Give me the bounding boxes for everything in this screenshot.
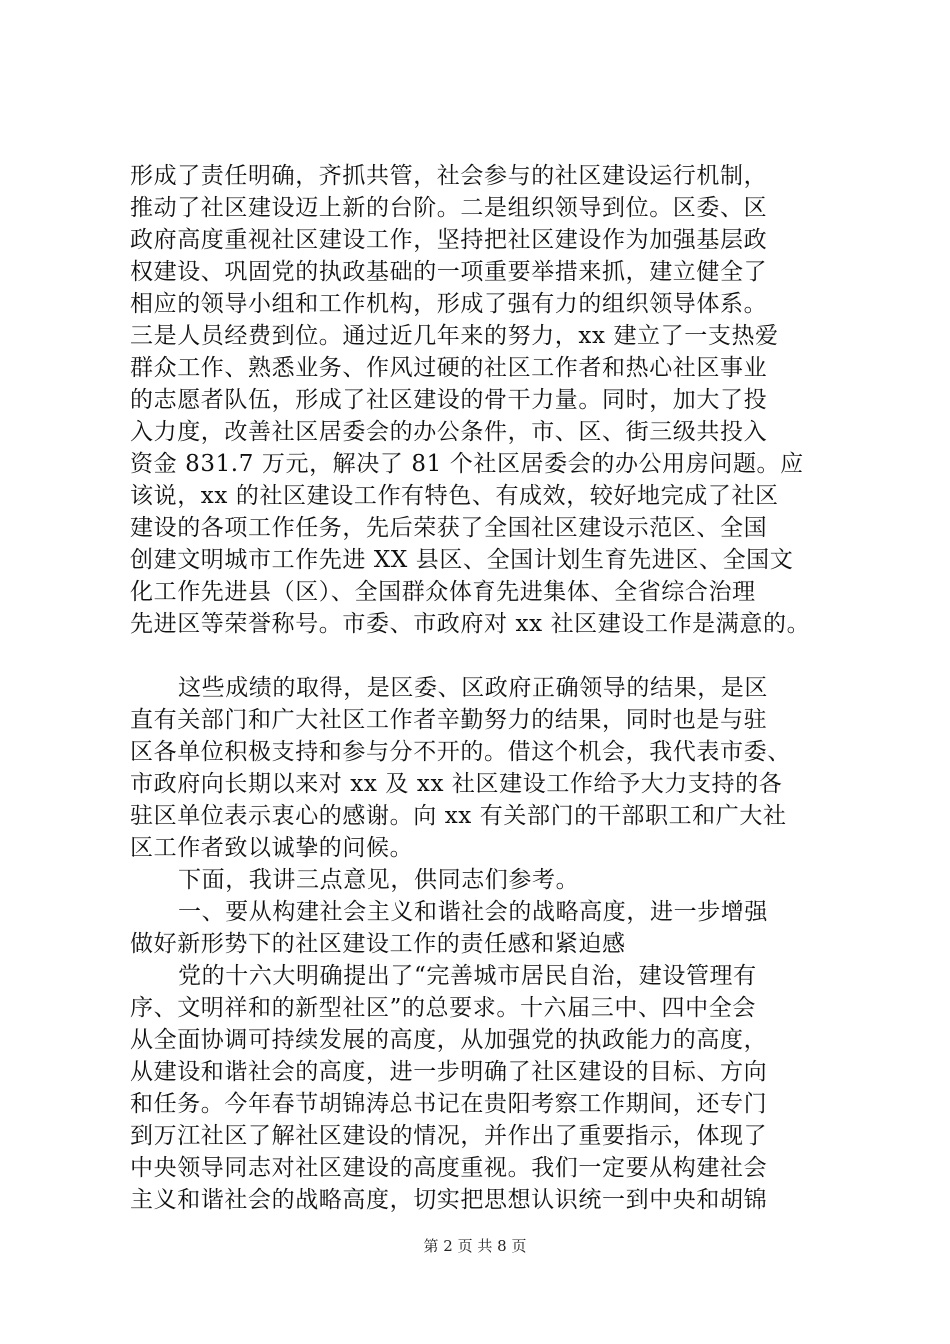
text-line: 党的十六大明确提出了“完善城市居民自治，建设管理有 <box>178 963 757 989</box>
paragraph-intro <box>130 864 830 896</box>
text-line: 先进区等荣誉称号。市委、市政府对 xx 社区建设工作是满意的。 <box>130 611 811 637</box>
text-line: 下面，我讲三点意见，供同志们参考。 <box>178 867 580 893</box>
text-line: 做好新形势下的社区建设工作的责任感和紧迫感 <box>130 931 626 957</box>
text-line: 的志愿者队伍，形成了社区建设的骨干力量。同时，加大了投 <box>130 387 768 413</box>
text-line: 驻区单位表示衷心的感谢。向 xx 有关部门的干部职工和广大社 <box>130 803 787 829</box>
text-line: 区各单位积极支持和参与分不开的。借这个机会，我代表市委、 <box>130 739 791 765</box>
paragraph-spacer <box>130 640 830 672</box>
text-line: 这些成绩的取得，是区委、区政府正确领导的结果，是区 <box>178 675 768 701</box>
paragraph-thanks <box>130 672 830 864</box>
text-line: 该说，xx 的社区建设工作有特色、有成效，较好地完成了社区 <box>130 483 779 509</box>
text-line: 权建设、巩固党的执政基础的一项重要举措来抓，建立健全了 <box>130 259 768 285</box>
text-line: 一、要从构建社会主义和谐社会的战略高度，进一步增强 <box>178 899 768 925</box>
text-line: 化工作先进县（区）、全国群众体育先进集体、全省综合治理 <box>130 579 756 605</box>
text-line: 从建设和谐社会的高度，进一步明确了社区建设的目标、方向 <box>130 1059 768 1085</box>
text-line: 入力度，改善社区居委会的办公条件，市、区、街三级共投入 <box>130 419 768 445</box>
text-line: 群众工作、熟悉业务、作风过硬的社区工作者和热心社区事业 <box>130 355 768 381</box>
text-line: 区工作者致以诚挚的问候。 <box>130 835 414 861</box>
text-line: 建设的各项工作任务，先后荣获了全国社区建设示范区、全国 <box>130 515 768 541</box>
text-line: 创建文明城市工作先进 XX 县区、全国计划生育先进区、全国文 <box>130 547 794 573</box>
text-line: 形成了责任明确，齐抓共管，社会参与的社区建设运行机制， <box>130 163 768 189</box>
section-heading <box>130 896 830 960</box>
document-body <box>130 160 830 1216</box>
paragraph-body <box>130 960 830 1216</box>
text-line: 资金 831.7 万元，解决了 81 个社区居委会的办公用房问题。应 <box>130 451 804 477</box>
paragraph-continuation <box>130 160 830 640</box>
text-line: 从全面协调可持续发展的高度，从加强党的执政能力的高度， <box>130 1027 768 1053</box>
text-line: 政府高度重视社区建设工作，坚持把社区建设作为加强基层政 <box>130 227 768 253</box>
text-line: 市政府向长期以来对 xx 及 xx 社区建设工作给予大力支持的各 <box>130 771 783 797</box>
text-line: 主义和谐社会的战略高度，切实把思想认识统一到中央和胡锦 <box>130 1187 768 1213</box>
text-line: 中央领导同志对社区建设的高度重视。我们一定要从构建社会 <box>130 1155 768 1181</box>
page-number-footer: 第 2 页 共 8 页 <box>423 1237 527 1255</box>
text-line: 推动了社区建设迈上新的台阶。二是组织领导到位。区委、区 <box>130 195 768 221</box>
text-line: 和任务。今年春节胡锦涛总书记在贵阳考察工作期间，还专门 <box>130 1091 768 1117</box>
text-line: 相应的领导小组和工作机构，形成了强有力的组织领导体系。 <box>130 291 768 317</box>
text-line: 序、文明祥和的新型社区”的总要求。十六届三中、四中全会 <box>130 995 756 1021</box>
text-line: 三是人员经费到位。通过近几年来的努力，xx 建立了一支热爱 <box>130 323 779 349</box>
text-line: 直有关部门和广大社区工作者辛勤努力的结果，同时也是与驻 <box>130 707 768 733</box>
text-line: 到万江社区了解社区建设的情况，并作出了重要指示，体现了 <box>130 1123 768 1149</box>
